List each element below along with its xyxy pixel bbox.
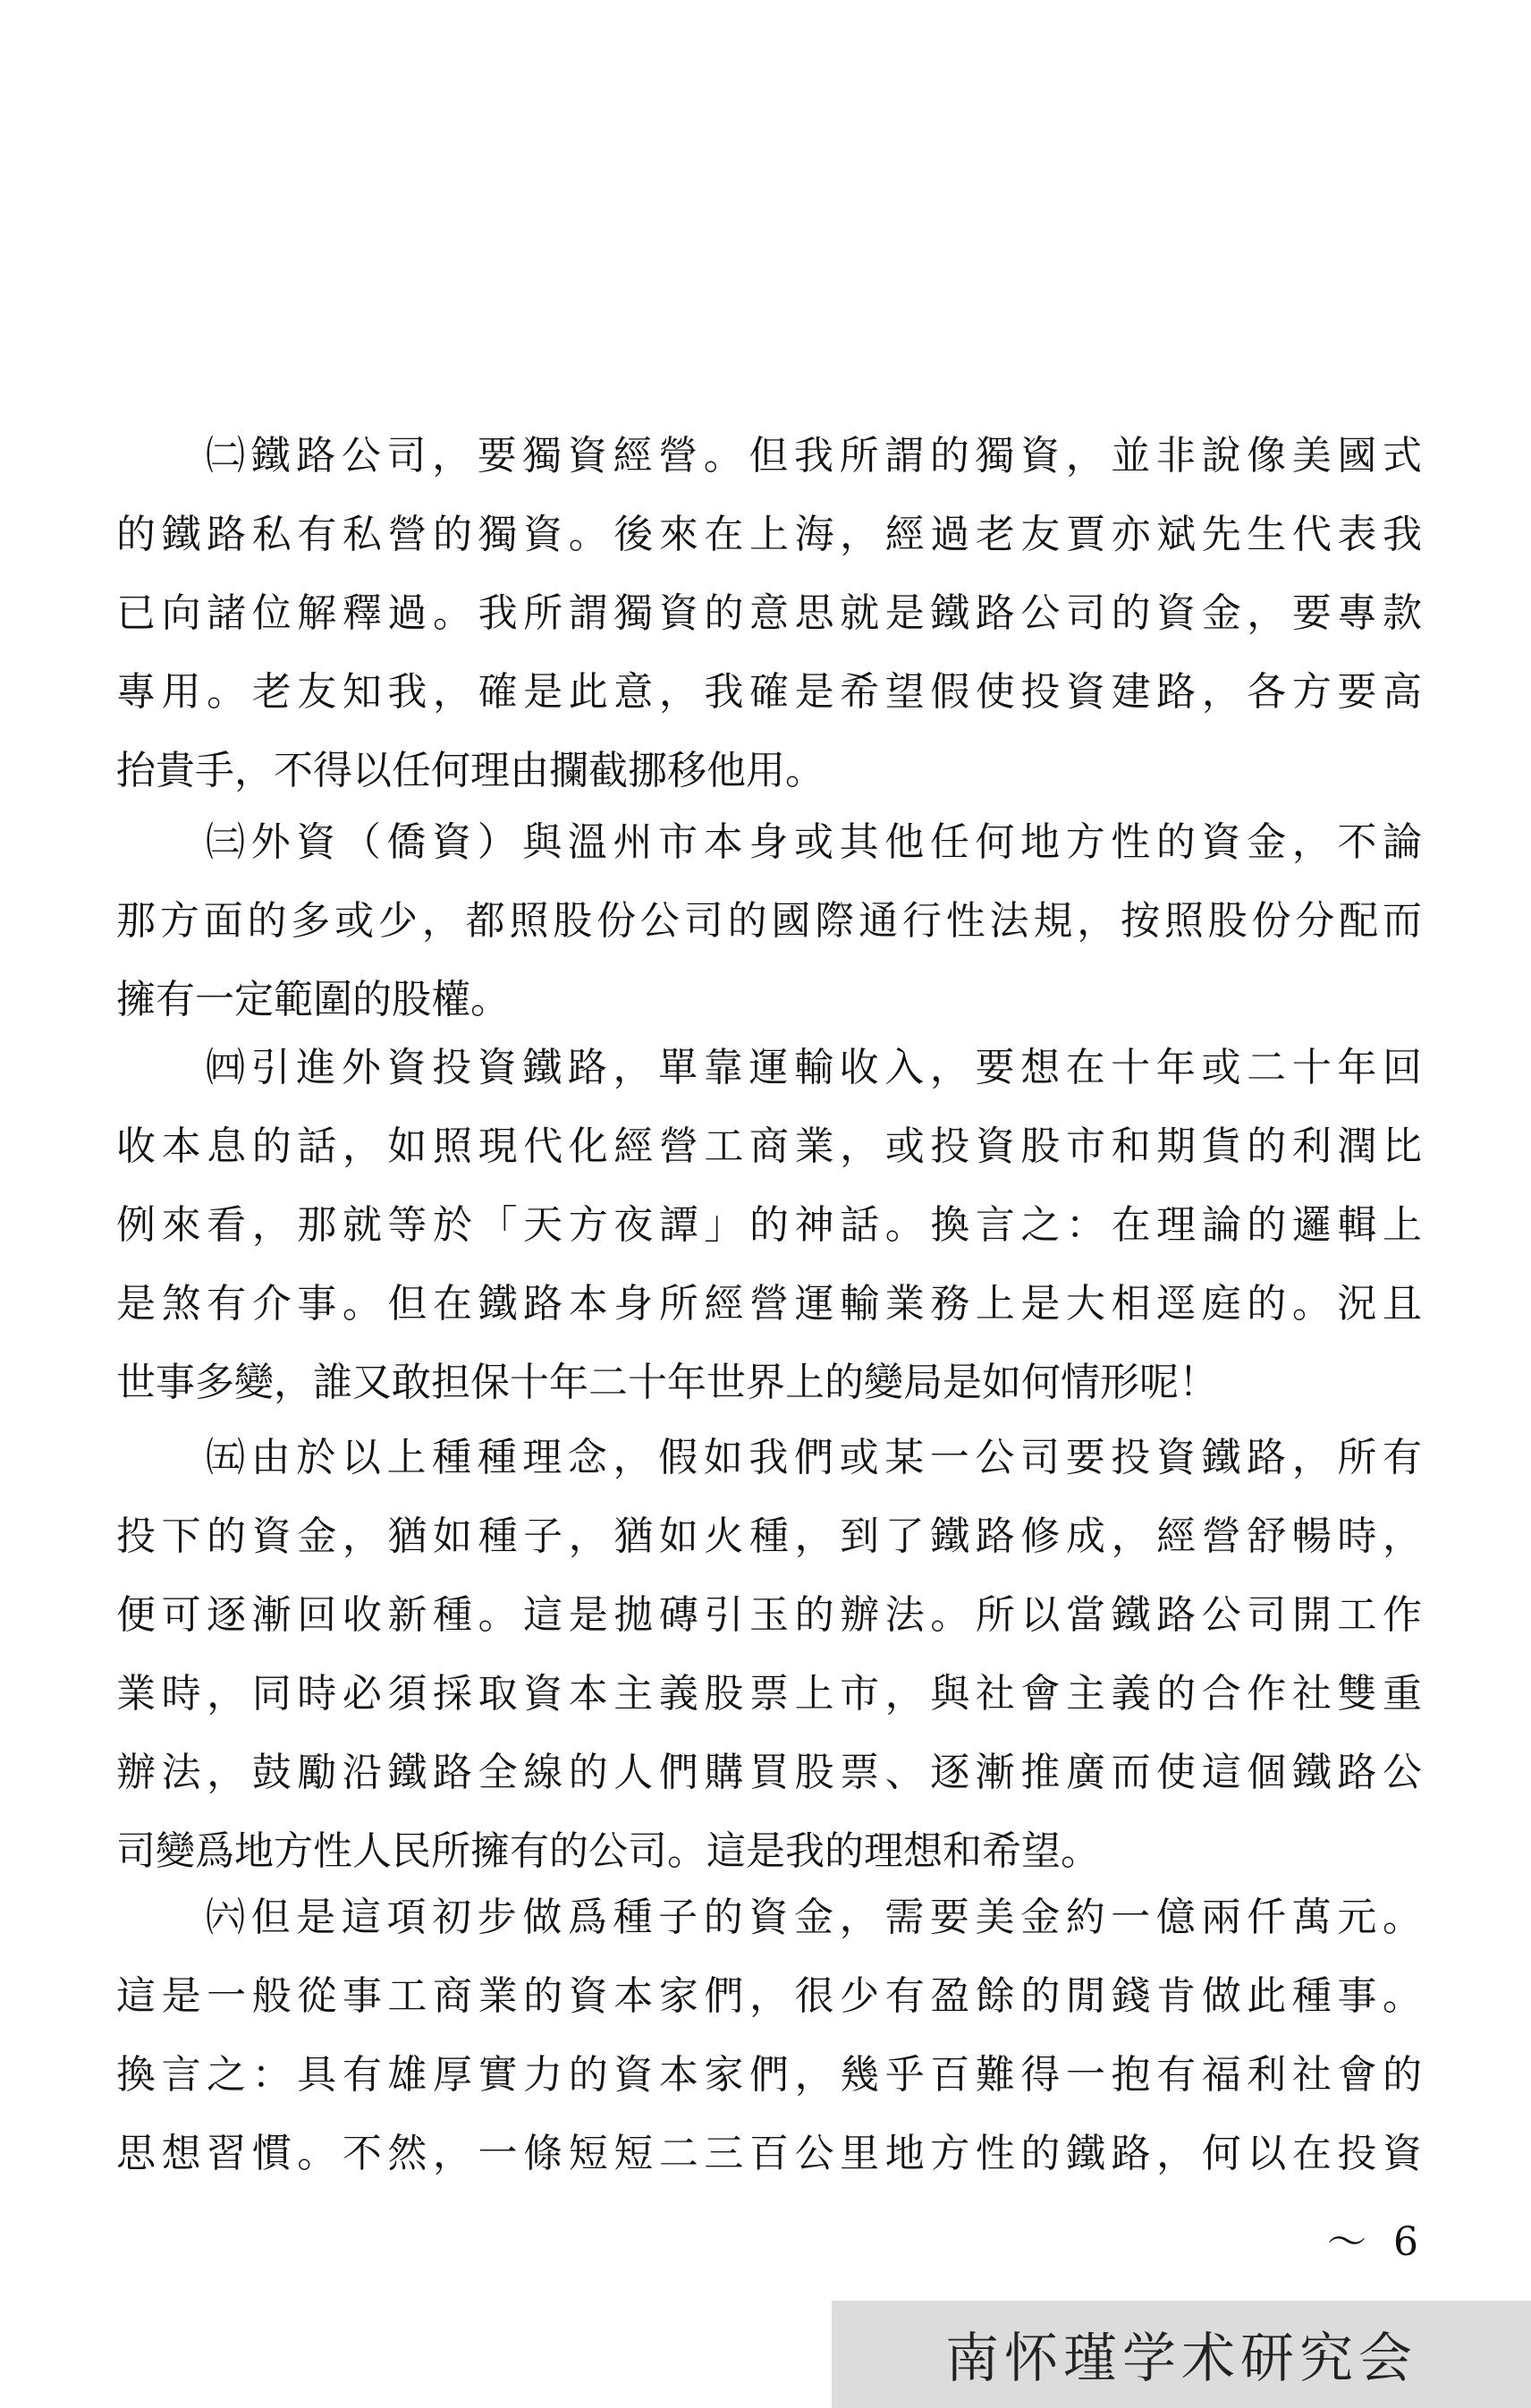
text-line: 便可逐漸回收新種。這是拋磚引玉的辦法。所以當鐵路公司開工作: [116, 1592, 1422, 1638]
text-line: ㈡鐵路公司，要獨資經營。但我所謂的獨資，並非說像美國式: [206, 433, 1422, 479]
watermark-banner: [832, 2301, 1531, 2408]
text-line: 專用。老友知我，確是此意，我確是希望假使投資建路，各方要高: [116, 669, 1422, 715]
text-line: 業時，同時必須採取資本主義股票上市，與社會主義的合作社雙重: [116, 1671, 1422, 1717]
text-line: 這是一般從事工商業的資本家們，很少有盈餘的閒錢肯做此種事。: [116, 1973, 1422, 2019]
text-line: 抬貴手，不得以任何理由攔截挪移他用。: [116, 748, 825, 793]
text-line: 是煞有介事。但在鐵路本身所經營運輸業務上是大相逕庭的。況且: [116, 1281, 1422, 1327]
text-line: ㈣引進外資投資鐵路，單靠運輸收入，要想在十年或二十年回: [206, 1045, 1422, 1090]
paragraph-3: [116, 803, 1422, 1039]
text-line: 投下的資金，猶如種子，猶如火種，到了鐵路修成，經營舒暢時，: [116, 1513, 1422, 1559]
text-line: 收本息的話，如照現代化經營工商業，或投資股市和期貨的利潤比: [116, 1123, 1422, 1169]
paragraph-2: [116, 417, 1422, 810]
page-number: ～ 6: [1327, 2219, 1425, 2265]
text-line: 世事多變，誰又敢担保十年二十年世界上的變局是如何情形呢！: [116, 1360, 1218, 1405]
text-line: 例來看，那就等於「天方夜譚」的神話。換言之：在理論的邏輯上: [116, 1202, 1422, 1248]
paragraph-6: [116, 1878, 1422, 2193]
text-line: ㈥但是這項初步做爲種子的資金，需要美金約一億兩仟萬元。: [206, 1895, 1422, 1940]
watermark-text: 南怀瑾学术研究会: [945, 2327, 1417, 2390]
text-line: ㈤由於以上種種理念，假如我們或某一公司要投資鐵路，所有: [206, 1435, 1422, 1480]
text-line: 司變爲地方性人民所擁有的公司。這是我的理想和希望。: [116, 1828, 1100, 1874]
text-line: 擁有一定範圍的股權。: [116, 977, 510, 1022]
text-line: ㈢外資（僑資）與溫州市本身或其他任何地方性的資金，不論: [206, 819, 1422, 865]
text-line: 已向諸位解釋過。我所謂獨資的意思就是鐵路公司的資金，要專款: [116, 590, 1422, 636]
paragraph-4: [116, 1029, 1422, 1422]
text-line: 辦法，鼓勵沿鐵路全線的人們購買股票、逐漸推廣而使這個鐵路公: [116, 1750, 1422, 1795]
text-line: 思想習慣。不然，一條短短二三百公里地方性的鐵路，何以在投資: [116, 2131, 1422, 2176]
paragraph-5: [116, 1419, 1422, 1891]
text-line: 的鐵路私有私營的獨資。後來在上海，經過老友賈亦斌先生代表我: [116, 512, 1422, 557]
text-line: 那方面的多或少，都照股份公司的國際通行性法規，按照股份分配而: [116, 898, 1422, 944]
text-line: 換言之：具有雄厚實力的資本家們，幾乎百難得一抱有福利社會的: [116, 2052, 1422, 2098]
